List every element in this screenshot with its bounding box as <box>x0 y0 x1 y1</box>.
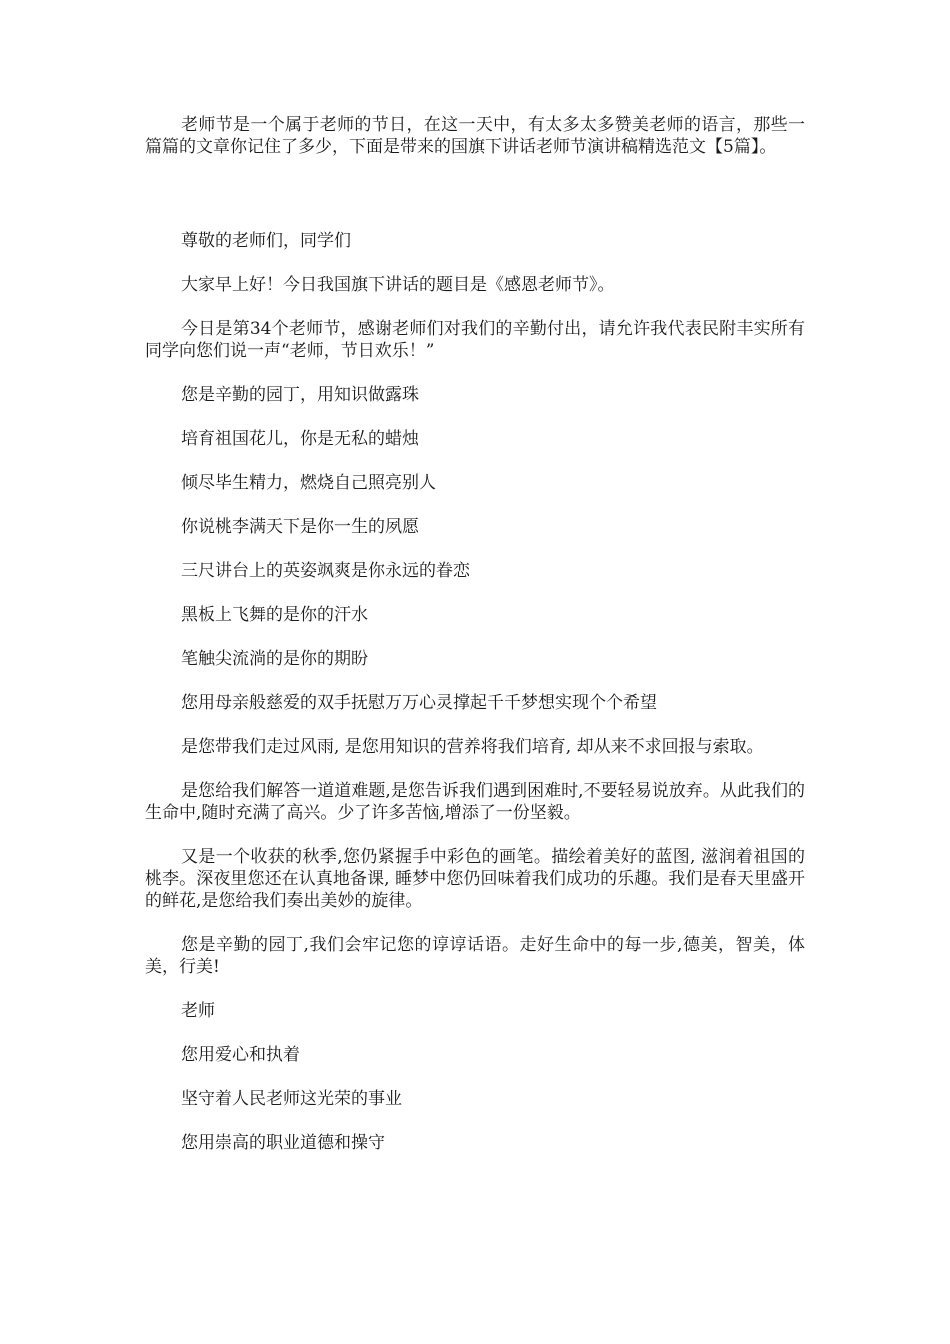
poem-line: 培育祖国花儿，你是无私的蜡烛 <box>181 429 419 449</box>
body-paragraph: 您是辛勤的园丁,我们会牢记您的谆谆话语。走好生命中的每一步,德美，智美，体美，行美! <box>145 935 805 977</box>
poem-line: 黑板上飞舞的是你的汗水 <box>181 605 368 625</box>
poem-line: 你说桃李满天下是你一生的夙愿 <box>181 517 419 537</box>
greeting-paragraph: 大家早上好！今日我国旗下讲话的题目是《感恩老师节》。 <box>181 275 615 295</box>
poem-line: 笔触尖流淌的是你的期盼 <box>181 649 368 669</box>
body-paragraph: 是您带我们走过风雨, 是您用知识的营养将我们培育, 却从来不求回报与索取。 <box>181 737 764 757</box>
salutation: 尊敬的老师们，同学们 <box>181 231 351 251</box>
document-page <box>145 114 805 1154</box>
poem-line: 坚守着人民老师这光荣的事业 <box>181 1089 402 1109</box>
body-paragraph: 是您给我们解答一道道难题,是您告诉我们遇到困难时,不要轻易说放弃。从此我们的生命中,随时充满了高兴。少了许多苦恼,增添了一份坚毅。 <box>145 781 805 823</box>
intro-paragraph: 老师节是一个属于老师的节日，在这一天中，有太多太多赞美老师的语言，那些一篇篇的文章你记住了多少，下面是带来的国旗下讲话老师节演讲稿精选范文【5篇】。 <box>145 115 805 157</box>
poem-line: 您用母亲般慈爱的双手抚慰万万心灵撑起千千梦想实现个个希望 <box>181 693 657 713</box>
body-paragraph: 今日是第34个老师节，感谢老师们对我们的辛勤付出，请允许我代表民附丰实所有同学向您们说一声“老师，节日欢乐！” <box>145 319 805 361</box>
poem-line: 倾尽毕生精力，燃烧自己照亮别人 <box>181 473 436 493</box>
poem-line: 您是辛勤的园丁，用知识做露珠 <box>181 385 419 405</box>
body-paragraph: 又是一个收获的秋季,您仍紧握手中彩色的画笔。描绘着美好的蓝图, 滋润着祖国的桃李。深夜里您还在认真地备课, 睡梦中您仍回味着我们成功的乐趣。我们是春天里盛开的鲜花,是您给我们奏出美妙的旋律。 <box>145 847 805 911</box>
poem-line: 老师 <box>181 1001 215 1021</box>
poem-line: 您用崇高的职业道德和操守 <box>181 1133 385 1153</box>
poem-line: 三尺讲台上的英姿飒爽是你永远的眷恋 <box>181 561 470 581</box>
poem-line: 您用爱心和执着 <box>181 1045 300 1065</box>
